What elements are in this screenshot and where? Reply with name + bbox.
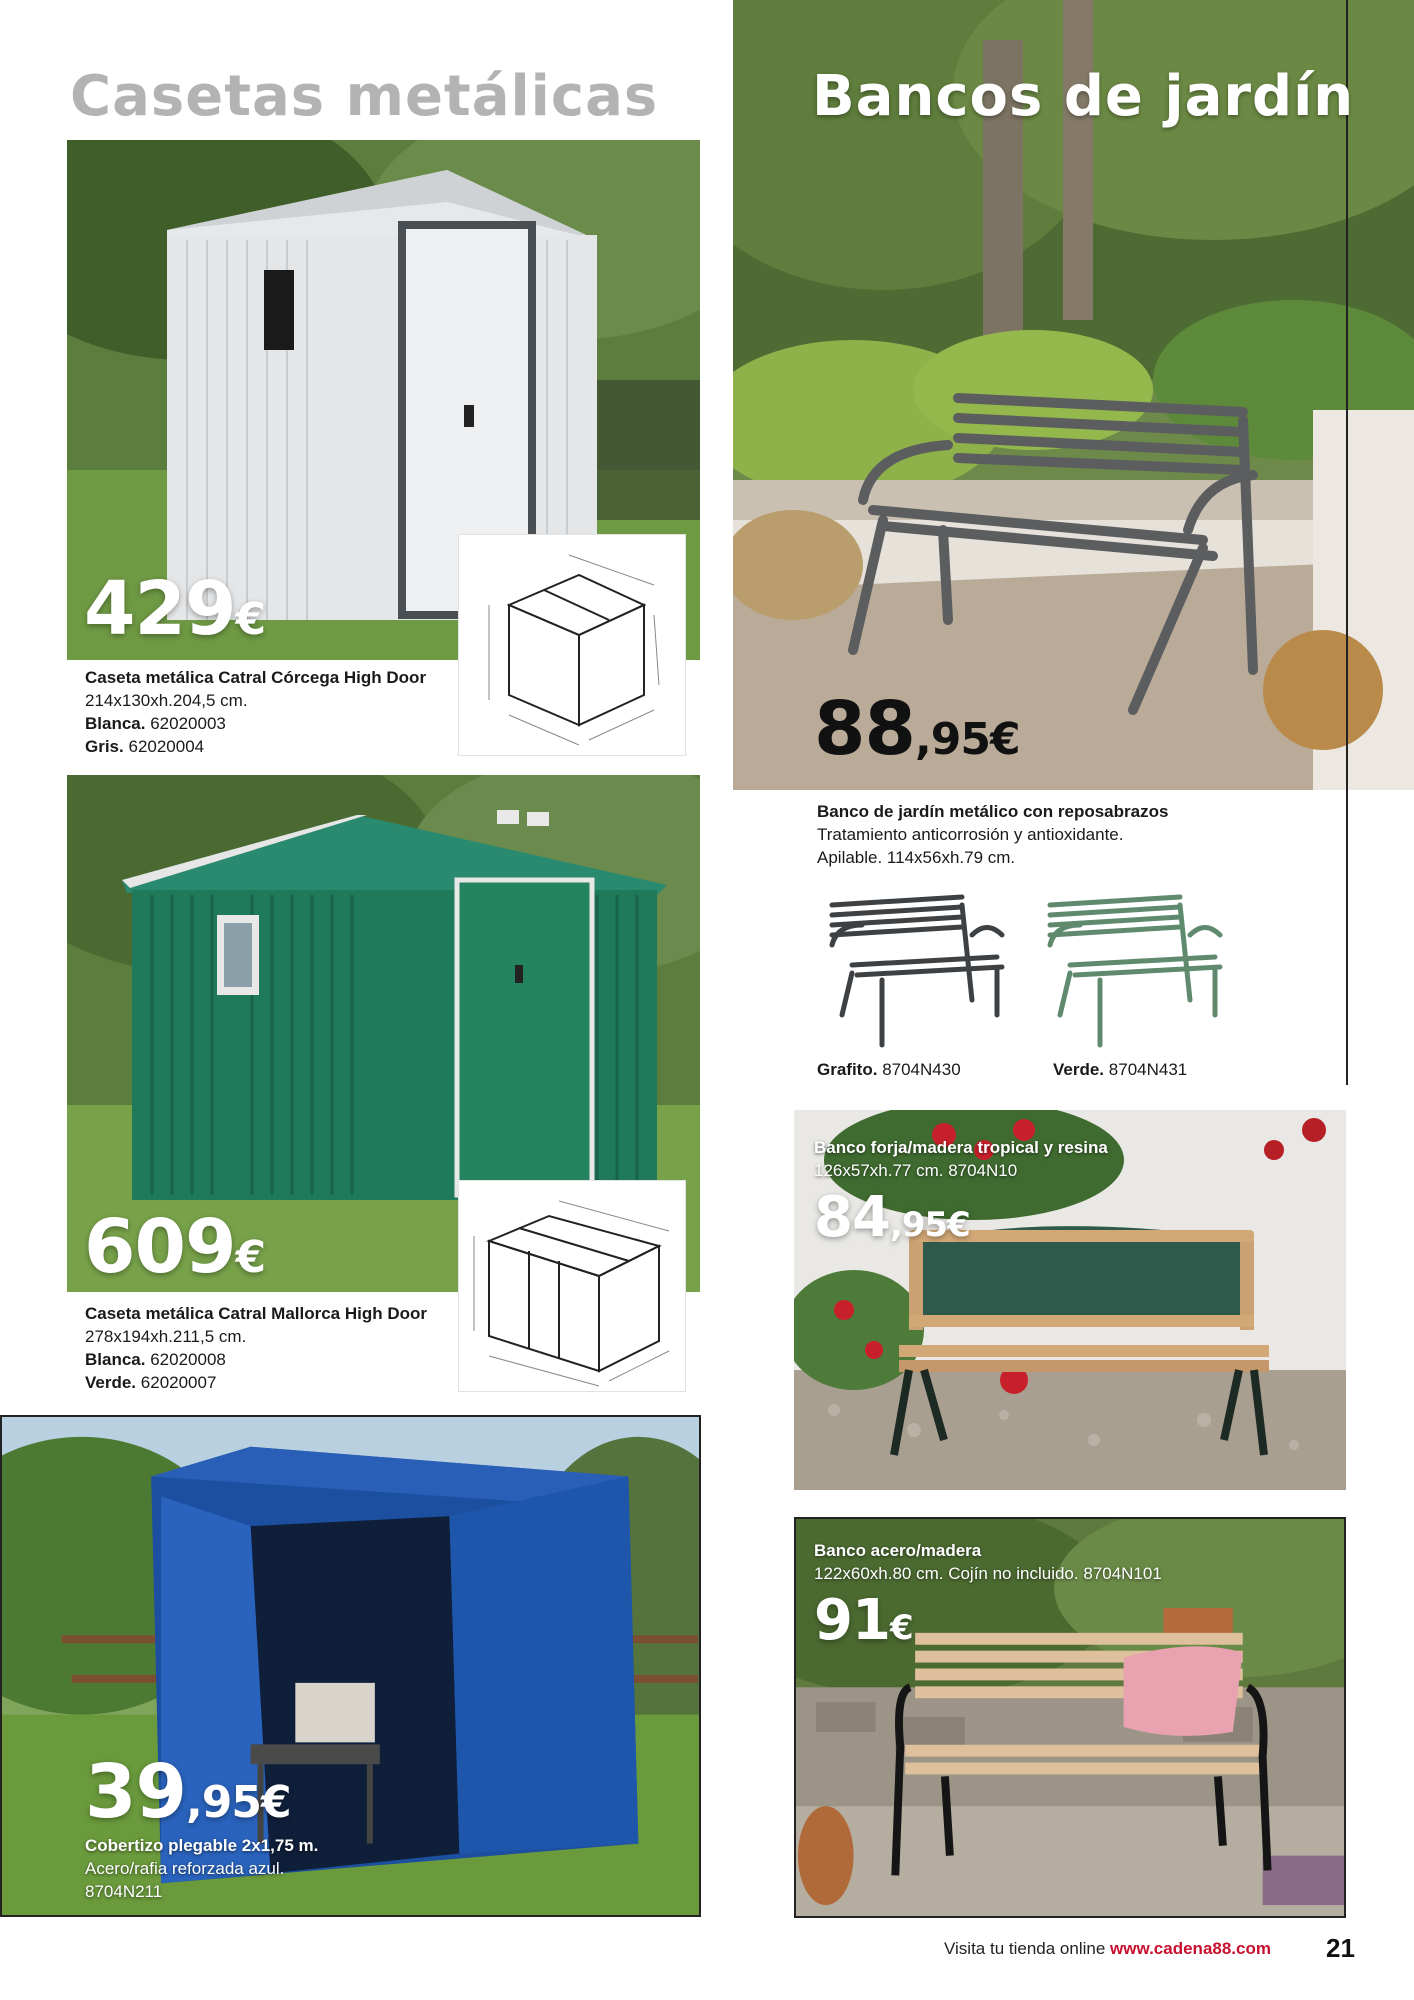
footer-url-link[interactable]: www.cadena88.com [1110,1939,1271,1958]
price-banco-acero: 91€ [814,1588,913,1653]
product-variant: Blanca. 62020008 [85,1350,226,1369]
thumbnail-banco-verde [1040,885,1230,1055]
price-banco-forja: 84,95€ [814,1185,970,1250]
variant-grafito: Grafito. 8704N430 [817,1060,961,1079]
price-cobertizo: 39,95€ [85,1749,291,1835]
diagram-caseta-mallorca [458,1180,686,1392]
product-dims: 214x130xh.204,5 cm. [85,691,248,710]
thumbnail-banco-grafito [822,885,1012,1055]
product-name: Cobertizo plegable 2x1,75 m. [85,1836,319,1855]
section-title-bancos: Bancos de jardín [812,64,1355,129]
product-info-banco-metalico [817,800,1337,869]
diagram-caseta-corcega [458,534,686,756]
section-title-casetas: Casetas metálicas [70,64,659,129]
variant-verde: Verde. 8704N431 [1053,1060,1188,1079]
product-desc: 122x60xh.80 cm. Cojín no incluido. 8704N101 [814,1564,1162,1583]
product-desc: Apilable. 114x56xh.79 cm. [817,848,1016,867]
price-caseta-mallorca: 609€ [84,1204,266,1290]
product-info-banco-acero [814,1539,1334,1585]
product-variant: Gris. 62020004 [85,737,205,756]
price-banco-metalico: 88,95€ [814,686,1020,772]
product-desc: 126x57xh.77 cm. 8704N10 [814,1161,1018,1180]
product-variant: Verde. 62020007 [85,1373,217,1392]
product-name: Banco de jardín metálico con reposabrazos [817,802,1169,821]
product-name: Caseta metálica Catral Córcega High Door [85,668,427,687]
product-name: Banco forja/madera tropical y resina [814,1138,1108,1157]
product-info-caseta-corcega [85,666,465,758]
page-number: 21 [1326,1933,1355,1963]
product-info-caseta-mallorca [85,1302,485,1394]
product-info-banco-forja [814,1136,1334,1182]
footer-online-text: Visita tu tienda online www.cadena88.com [944,1939,1271,1958]
product-info-cobertizo [85,1834,485,1903]
product-name: Caseta metálica Catral Mallorca High Door [85,1304,428,1323]
product-desc: Tratamiento anticorrosión y antioxidante. [817,825,1124,844]
product-variant: Blanca. 62020003 [85,714,226,733]
product-code: 8704N211 [85,1882,163,1901]
product-name: Banco acero/madera [814,1541,982,1560]
product-desc: Acero/rafia reforzada azul. [85,1859,285,1878]
product-dims: 278x194xh.211,5 cm. [85,1327,247,1346]
column-divider-line [1346,0,1348,1085]
price-caseta-corcega: 429€ [84,566,266,652]
